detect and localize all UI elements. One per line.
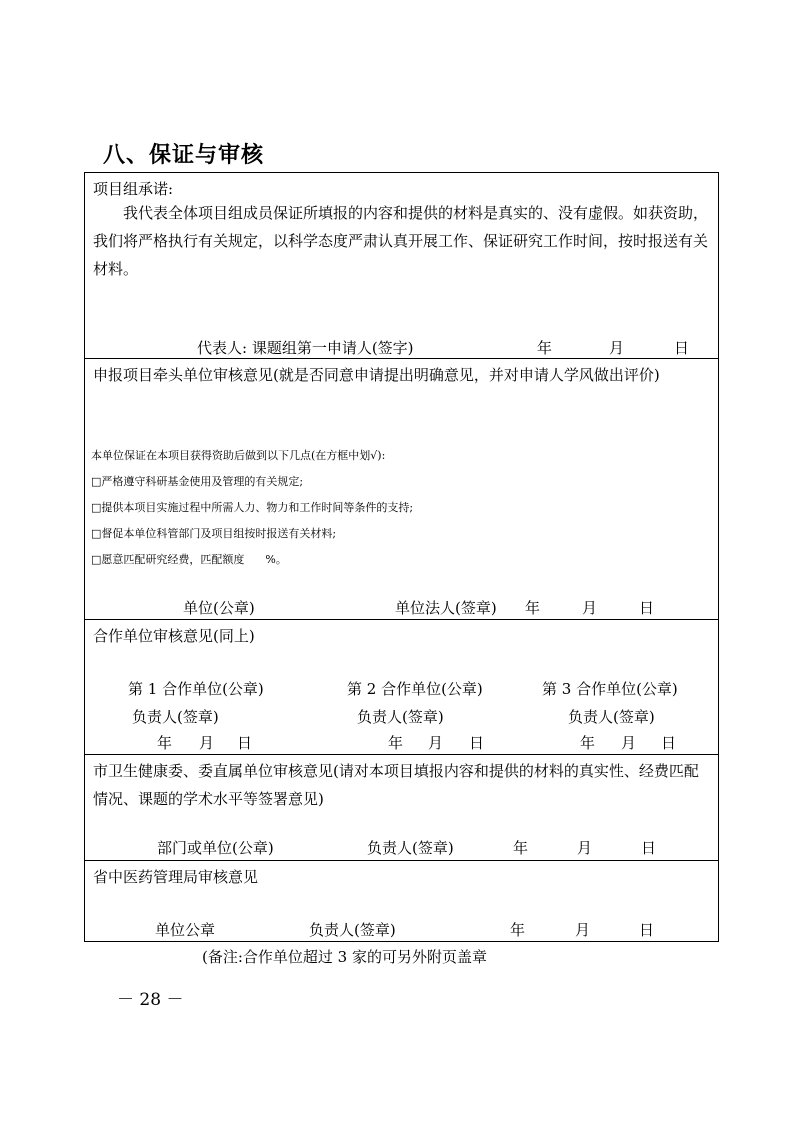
head-signature-label: 负责人(签章) [309,921,396,939]
footnote: (备注:合作单位超过 3 家的可另外附页盖章 [202,948,487,966]
dept-seal-label: 部门或单位(公章) [157,839,274,857]
checkbox-item: □督促本单位科管部门及项目组按时报送有关材料; [91,527,337,540]
day-label: 日 [661,734,677,752]
unit-seal-label: 单位公章 [155,921,216,939]
health-commission-title: 市卫生健康委、委直属单位审核意见(请对本项目填报内容和提供的材料的真实性、经费匹配情况、课题的学术水平等签署意见) [93,762,699,808]
checkbox-item: □严格遵守科研基金使用及管理的有关规定; [91,475,304,488]
representative-signature-label: 代表人: 课题组第一申请人(签字) [197,339,414,357]
tcm-bureau-section [85,861,719,942]
health-commission-cell [85,755,719,861]
day-label: 日 [639,599,655,617]
day-label: 日 [237,734,253,752]
lead-unit-title: 申报项目牵头单位审核意见(就是否同意申请提出明确意见，并对申请人学风做出评价) [93,366,660,384]
section-heading: 八、保证与审核 [103,143,265,168]
commitment-section [85,173,719,359]
guarantee-intro: 本单位保证在本项目获得资助后做到以下几点(在方框中划√): [91,449,386,462]
month-label: 月 [575,921,591,939]
month-label: 月 [582,599,598,617]
commitment-body: 我代表全体项目组成员保证所填报的内容和提供的材料是真实的、没有虚假。如获资助，我们将严格执行有关规定，以科学态度严肃认真开展工作、保证研究工作时间，按时报送有关材料。 [93,204,709,278]
checkbox-item: □愿意匹配研究经费，匹配额度 %。 [91,553,287,566]
partner-unit-1-head: 负责人(签章) [132,708,219,726]
month-label: 月 [428,734,444,752]
health-commission-section [85,755,719,861]
partner-unit-3-name: 第 3 合作单位(公章) [542,680,678,698]
commitment-title: 项目组承诺: [93,180,174,198]
day-label: 日 [469,734,485,752]
head-signature-label: 负责人(签章) [367,839,454,857]
day-label: 日 [674,339,690,357]
month-label: 月 [199,734,215,752]
lead-unit-section [85,359,719,620]
commitment-cell [85,173,719,359]
partner-unit-section [85,620,719,755]
page-number: － 28 － [117,990,184,1010]
checkbox-item: □提供本项目实施过程中所需人力、物力和工作时间等条件的支持; [91,501,414,514]
review-form-table [84,172,719,942]
partner-unit-1-name: 第 1 合作单位(公章) [128,680,264,698]
day-label: 日 [639,921,655,939]
month-label: 月 [621,734,637,752]
legal-rep-label: 单位法人(签章) [395,599,497,617]
lead-unit-cell [85,359,719,620]
partner-unit-title: 合作单位审核意见(同上) [93,627,255,645]
month-label: 月 [609,339,625,357]
year-label: 年 [580,734,596,752]
partner-unit-2-head: 负责人(签章) [357,708,444,726]
year-label: 年 [537,339,553,357]
tcm-bureau-title: 省中医药管理局审核意见 [93,868,259,886]
partner-unit-3-head: 负责人(签章) [568,708,655,726]
year-label: 年 [510,921,526,939]
year-label: 年 [388,734,404,752]
partner-unit-2-name: 第 2 合作单位(公章) [347,680,483,698]
day-label: 日 [641,839,657,857]
unit-seal-label: 单位(公章) [183,599,255,617]
year-label: 年 [157,734,173,752]
partner-unit-cell [85,620,719,755]
tcm-bureau-cell [85,861,719,942]
year-label: 年 [525,599,541,617]
month-label: 月 [577,839,593,857]
year-label: 年 [513,839,529,857]
